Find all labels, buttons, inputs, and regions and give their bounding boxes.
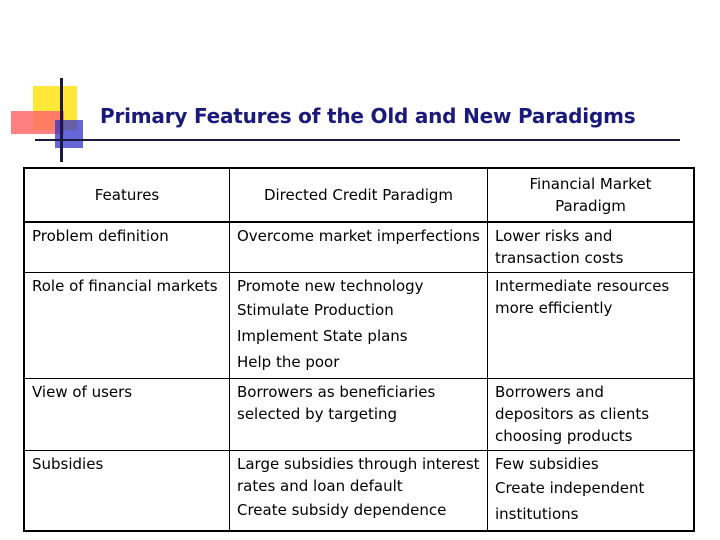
row-market-cell — [488, 222, 695, 273]
table-header-row — [24, 168, 694, 222]
table-row — [24, 273, 694, 379]
cell-line: Create independent institutions — [495, 479, 645, 523]
title-underline — [35, 139, 680, 141]
paradigm-comparison-table — [23, 167, 695, 532]
cell-line: Few subsidies — [495, 455, 599, 473]
row-feature-cell: Role of financial markets — [24, 273, 230, 379]
row-directed-cell — [230, 222, 488, 273]
row-market-cell — [488, 273, 695, 379]
cell-line: Implement State plans — [237, 327, 408, 345]
header-features: Features — [24, 168, 230, 222]
cell-line: Large subsidies through interest rates and loan default — [237, 455, 480, 495]
row-market-cell — [488, 451, 695, 532]
decor-vertical-line — [60, 78, 63, 162]
cell-line: Overcome market imperfections — [237, 227, 480, 245]
row-feature-cell: Subsidies — [24, 451, 230, 532]
table-row — [24, 222, 694, 273]
table-row — [24, 379, 694, 451]
cell-line: Intermediate resources more efficiently — [495, 277, 670, 317]
row-feature-cell: Problem definition — [24, 222, 230, 273]
cell-line: Help the poor — [237, 353, 340, 371]
row-directed-cell — [230, 273, 488, 379]
cell-line: Lower risks and transaction costs — [495, 227, 624, 267]
cell-line: Borrowers and depositors as clients choosing products — [495, 383, 650, 445]
row-directed-cell — [230, 451, 488, 532]
row-feature-cell: View of users — [24, 379, 230, 451]
header-directed-credit: Directed Credit Paradigm — [230, 168, 488, 222]
row-directed-cell — [230, 379, 488, 451]
cell-line: Borrowers as beneficiaries selected by targeting — [237, 383, 436, 423]
header-financial-market: Financial Market Paradigm — [488, 168, 695, 222]
table-row — [24, 451, 694, 532]
row-market-cell — [488, 379, 695, 451]
slide-title: Primary Features of the Old and New Paradigms — [100, 104, 636, 128]
cell-line: Promote new technology — [237, 277, 424, 295]
cell-line: Stimulate Production — [237, 301, 394, 319]
cell-line: Create subsidy dependence — [237, 501, 447, 519]
